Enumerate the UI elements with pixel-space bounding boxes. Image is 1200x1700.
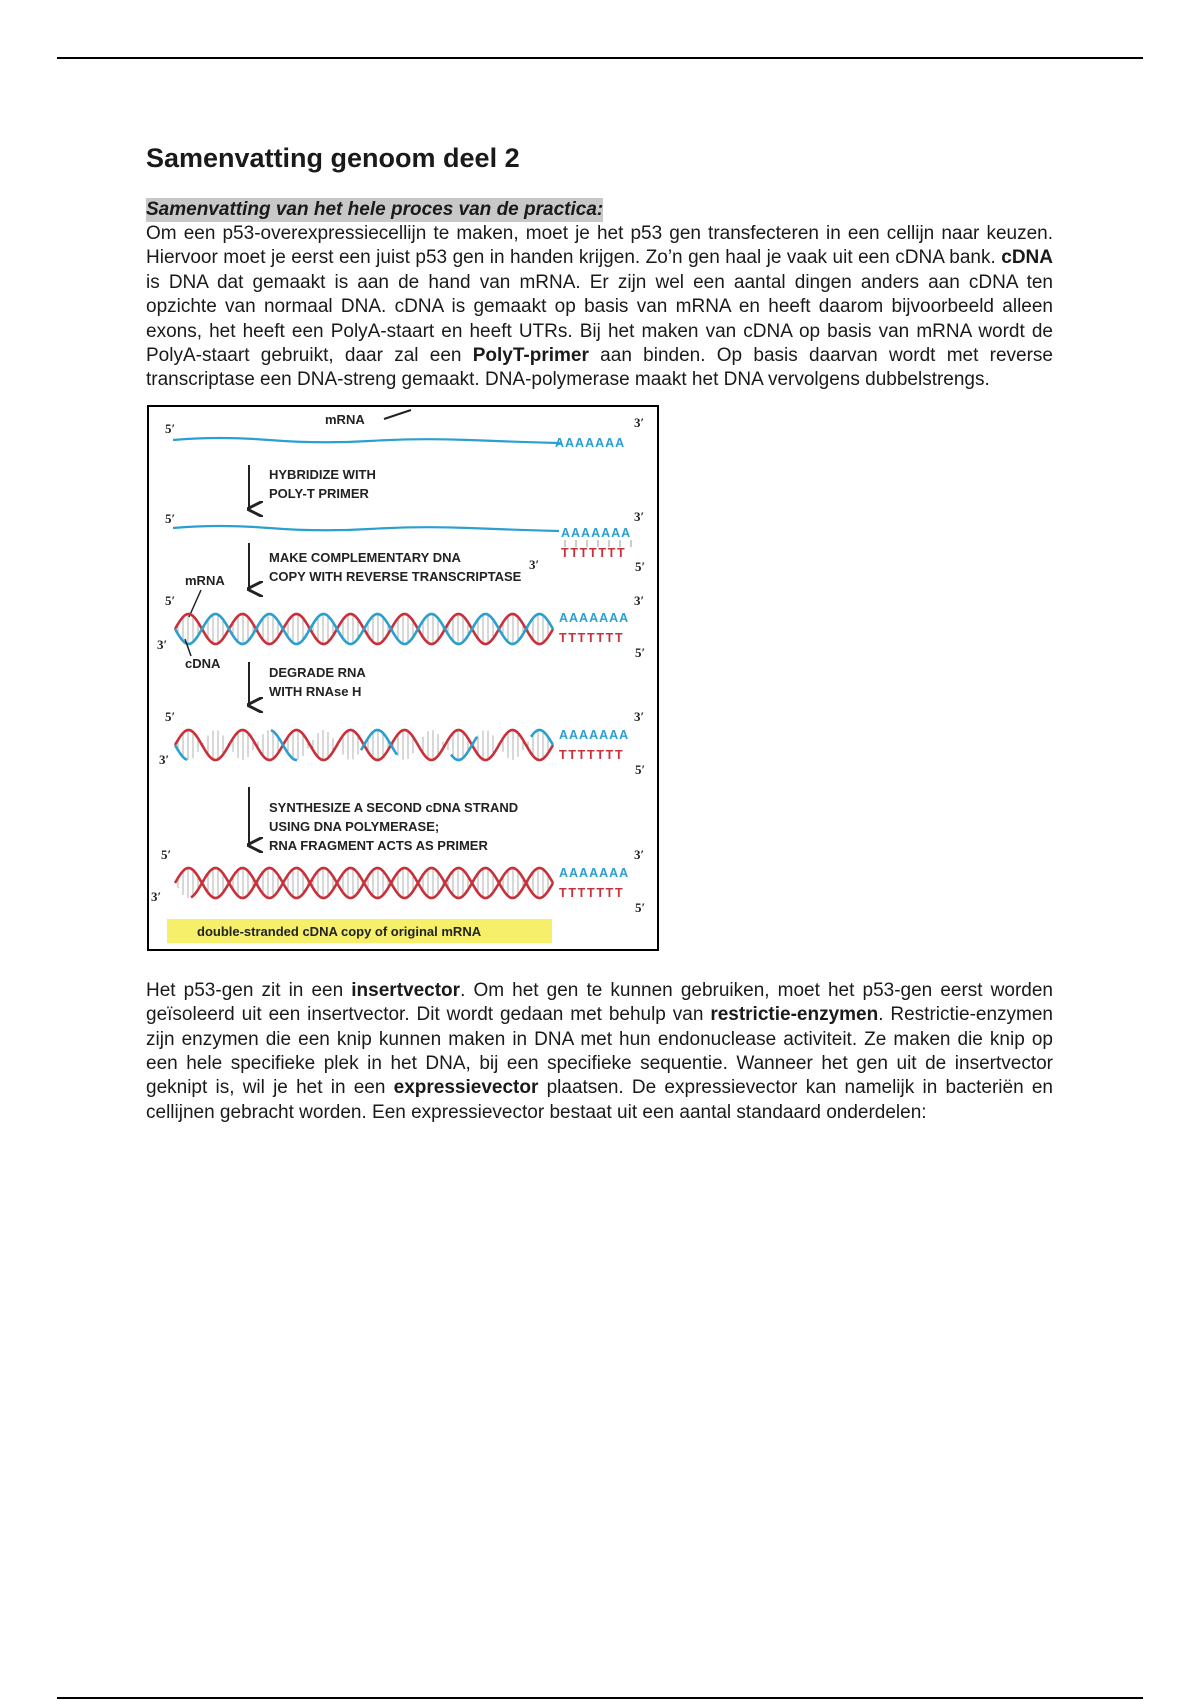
- three-prime-label: 3′: [634, 846, 645, 862]
- poly-t-primer: TTTTTTT: [559, 885, 625, 900]
- step2-text: COPY WITH REVERSE TRANSCRIPTASE: [269, 568, 522, 584]
- five-prime-label: 5′: [635, 899, 646, 915]
- step2-text: MAKE COMPLEMENTARY DNA: [269, 549, 461, 565]
- figure-caption: double-stranded cDNA copy of original mRNA: [197, 923, 482, 939]
- poly-a-tail: AAAAAAA: [559, 727, 630, 742]
- step4-text: USING DNA POLYMERASE;: [269, 818, 440, 834]
- rna-fragment: [175, 730, 553, 760]
- term-expressievector: expressievector: [393, 1077, 539, 1099]
- mrna-pointer: [384, 410, 411, 419]
- term-insertvector: insertvector: [351, 979, 461, 1001]
- page-title: Samenvatting genoom deel 2: [146, 143, 520, 173]
- three-prime-label: 3′: [159, 751, 170, 767]
- cdna-synthesis-figure: [147, 405, 659, 951]
- five-prime-label: 5′: [635, 558, 646, 574]
- step1-text: HYBRIDIZE WITH: [269, 466, 376, 482]
- five-prime-label: 5′: [635, 761, 646, 777]
- three-prime-label: 3′: [634, 592, 645, 608]
- five-prime-label: 5′: [165, 708, 176, 724]
- poly-a-tail: AAAAAAA: [561, 525, 632, 540]
- three-prime-label: 3′: [634, 708, 645, 724]
- rna-strand: [175, 614, 553, 644]
- section-subheading: Samenvatting van het hele proces van de practica:: [146, 199, 604, 220]
- paragraph-vectors: Het p53-gen zit in een insertvector. Om het gen te kunnen gebruiken, moet het p53-gen eerst worden geïsoleerd uit een insertvector. Dit wordt gedaan met behulp van restrictie-enzymen. Restrictie-enzymen zijn enzymen die een knip kunnen maken in DNA met hun endonuclease activiteit. Ze maken die knip op een hele specifieke plek in het DNA, bij een specifieke sequentie. Wanneer het gen uit de insertvector geknipt is, wil je het in een expressievector plaatsen. De expressievector kan namelijk in bacteriën en cellijnen gebracht worden. Een expressievector bestaat uit een aantal standaard onderdelen:: [146, 979, 1053, 1123]
- five-prime-label: 5′: [635, 644, 646, 660]
- poly-t-primer: TTTTTTT: [559, 747, 625, 762]
- five-prime-label: 5′: [165, 420, 176, 436]
- three-prime-label: 3′: [529, 556, 540, 572]
- step3-text: DEGRADE RNA: [269, 664, 366, 680]
- double-strand-helix: [175, 868, 553, 898]
- five-prime-label: 5′: [165, 592, 176, 608]
- poly-t-primer: TTTTTTT: [561, 545, 627, 560]
- side-mrna-label: mRNA: [185, 572, 225, 588]
- mrna-strand: [173, 526, 559, 531]
- document-body: [146, 140, 1053, 1125]
- degraded-helix: [175, 730, 553, 760]
- step4-text: RNA FRAGMENT ACTS AS PRIMER: [269, 837, 488, 853]
- five-prime-label: 5′: [161, 846, 172, 862]
- three-prime-label: 3′: [634, 508, 645, 524]
- term-cdna: cDNA: [1001, 247, 1053, 269]
- step1-text: POLY-T PRIMER: [269, 485, 369, 501]
- side-cdna-label: cDNA: [185, 655, 221, 671]
- poly-a-tail: AAAAAAA: [555, 435, 626, 450]
- term-polyt-primer: PolyT-primer: [472, 345, 589, 367]
- footer-rule: [57, 1697, 1143, 1699]
- three-prime-label: 3′: [157, 636, 168, 652]
- mrna-strand: [173, 438, 559, 445]
- term-restriction-enzymes: restrictie-enzymen: [710, 1004, 879, 1026]
- paragraph-cdna: Om een p53-overexpressiecellijn te maken, moet je het p53 gen transfecteren in een cellijn naar keuzen. Hiervoor moet je eerst een juist p53 gen in handen krijgen. Zo’n gen haal je vaak uit een cDNA bank. cDNA is DNA dat gemaakt is aan de hand van mRNA. Er zijn wel een aantal dingen anders aan cDNA ten opzichte van normaal DNA. cDNA is gemaakt op basis van mRNA en heeft daarom bijvoorbeeld alleen exons, het heeft een PolyA-staart en heeft UTRs. Bij het maken van cDNA op basis van mRNA wordt de PolyA-staart gebruikt, daar zal een PolyT-primer aan binden. Op basis daarvan wordt met reverse transcriptase een DNA-streng gemaakt. DNA-polymerase maakt het DNA vervolgens dubbelstrengs.: [146, 223, 1053, 391]
- three-prime-label: 3′: [151, 888, 162, 904]
- mrna-label: mRNA: [325, 411, 365, 427]
- hybrid-helix: [175, 614, 553, 644]
- header-rule: [57, 57, 1143, 59]
- poly-a-tail: AAAAAAA: [559, 865, 630, 880]
- step4-text: SYNTHESIZE A SECOND cDNA STRAND: [269, 799, 519, 815]
- three-prime-label: 3′: [634, 414, 645, 430]
- pointer-line: [189, 590, 201, 617]
- step3-text: WITH RNAse H: [269, 683, 362, 699]
- poly-a-tail: AAAAAAA: [559, 610, 630, 625]
- poly-t-primer: TTTTTTT: [559, 630, 625, 645]
- five-prime-label: 5′: [165, 510, 176, 526]
